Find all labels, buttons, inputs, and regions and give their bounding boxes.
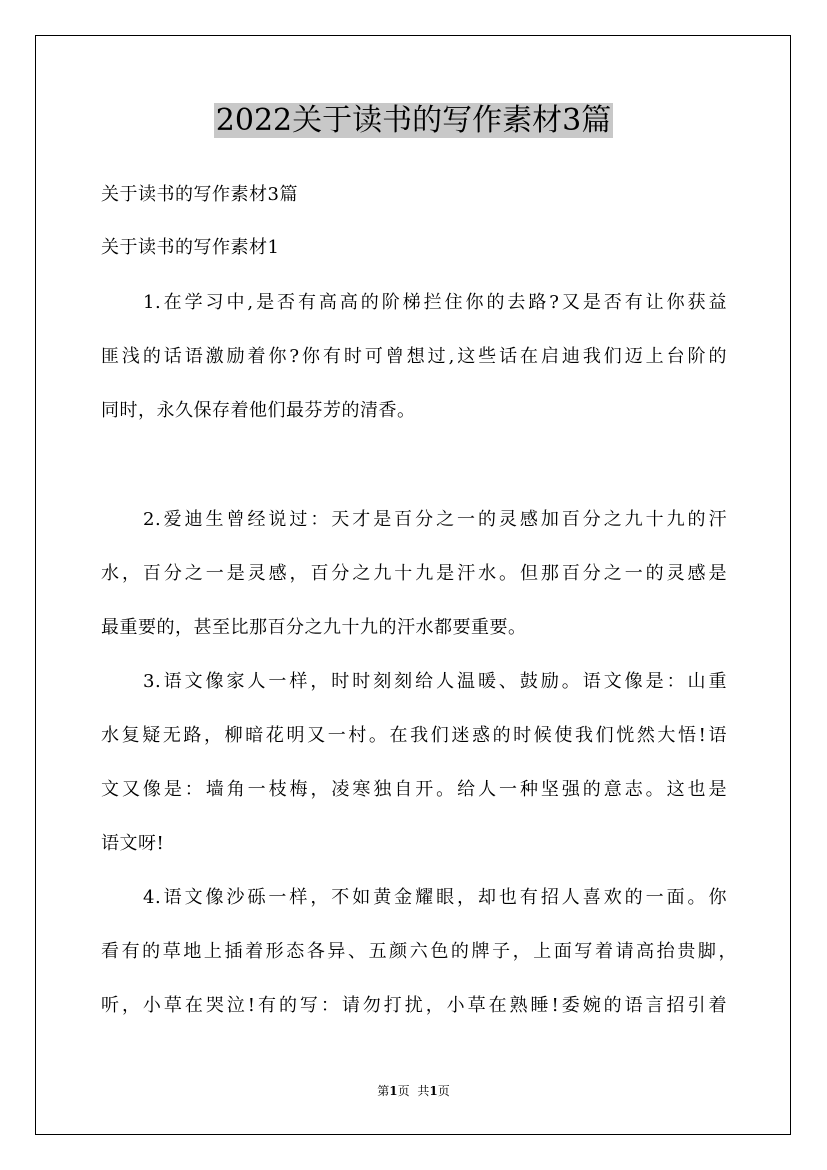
text-line: 4.语文像沙砾一样，不如黄金耀眼，却也有招人喜欢的一面。你 <box>143 887 727 908</box>
text-line: 同时，永久保存着他们最芬芳的清香。 <box>101 400 416 421</box>
text-line: 1.在学习中,是否有高高的阶梯拦住你的去路?又是否有让你获益 <box>143 292 727 313</box>
text-line: 2.爱迪生曾经说过：天才是百分之一的灵感加百分之九十九的汗 <box>143 509 727 530</box>
footer-total-number: 1 <box>429 1084 438 1098</box>
text-line: 看有的草地上插着形态各异、五颜六色的牌子，上面写着请高抬贵脚， <box>101 941 737 962</box>
text-line: 水，百分之一是灵感，百分之九十九是汗水。但那百分之一的灵感是 <box>101 563 727 584</box>
text-line: 语文呀! <box>101 833 165 854</box>
text-line: 关于读书的写作素材1 <box>101 237 280 258</box>
text-line: 水复疑无路，柳暗花明又一村。在我们迷惑的时候使我们恍然大悟!语 <box>101 725 727 746</box>
text-line: 匪浅的话语激励着你?你有时可曾想过,这些话在启迪我们迈上台阶的 <box>101 346 727 367</box>
page-footer <box>0 1083 827 1099</box>
text-line: 听，小草在哭泣!有的写：请勿打扰，小草在熟睡!委婉的语言招引着 <box>101 995 727 1016</box>
text-line: 关于读书的写作素材3篇 <box>101 184 298 205</box>
footer-total-prefix: 共 <box>417 1084 430 1098</box>
footer-page-prefix: 第 <box>377 1084 390 1098</box>
text-line: 3.语文像家人一样，时时刻刻给人温暖、鼓励。语文像是：山重 <box>143 671 727 692</box>
footer-page-suffix: 页 <box>397 1084 410 1098</box>
document-title-text: 2022关于读书的写作素材3篇 <box>215 103 612 138</box>
footer-total-suffix: 页 <box>437 1084 450 1098</box>
text-line: 文又像是：墙角一枝梅，凌寒独自开。给人一种坚强的意志。这也是 <box>101 779 727 800</box>
footer-page-number: 1 <box>389 1084 398 1098</box>
document-title <box>0 101 827 141</box>
text-line: 最重要的，甚至比那百分之九十九的汗水都要重要。 <box>101 617 527 638</box>
